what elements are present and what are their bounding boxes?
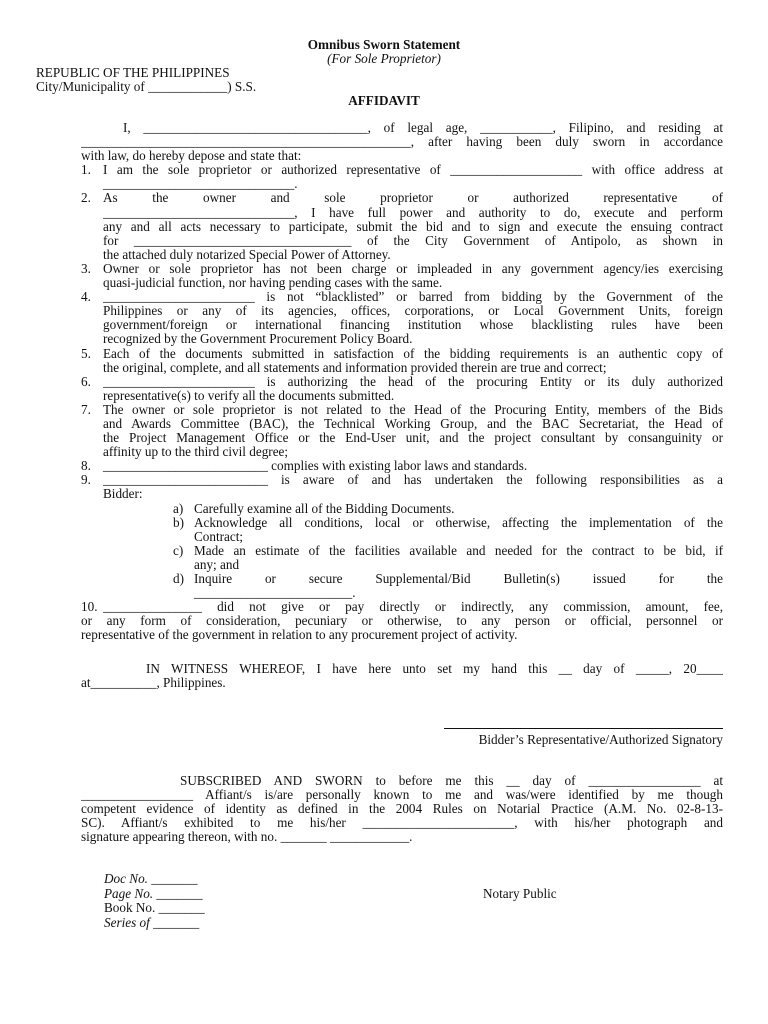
- sub-item-text: Inquire or secure Supplemental/Bid Bulletin(s) issued for the: [194, 572, 723, 586]
- item-number: 8.: [81, 458, 91, 474]
- item-text: I am the sole proprietor or authorized representative of ____________________ with office address at: [103, 163, 723, 178]
- series-of-field: Series of _______: [104, 914, 200, 930]
- statement-item: [81, 290, 723, 346]
- city-venue-line: City/Municipality of ____________) S.S.: [36, 79, 257, 94]
- sub-item-text: any; and: [194, 556, 240, 572]
- item-text: the attached duly notarized Special Power of Attorney.: [103, 246, 391, 262]
- witness-line: at__________, Philippines.: [81, 675, 226, 691]
- item-text: and Awards Committee (BAC), the Technical Working Group, and the BAC Secretariat, the Head of: [103, 416, 723, 431]
- jurat-line: SC). Affiant/s exhibited to me his/her _______________________, with his/her photograph and: [81, 816, 723, 831]
- item-text: for _________________________________ of the City Government of Antipolo, as shown in: [103, 233, 723, 248]
- republic-heading: REPUBLIC OF THE PHILIPPINES: [36, 65, 230, 80]
- item-number: 7.: [81, 401, 91, 417]
- item-text: As the owner and sole proprietor or authorized representative of: [103, 191, 723, 206]
- item-text: representative(s) to verify all the documents submitted.: [103, 387, 395, 403]
- item-number: 10.: [81, 599, 98, 615]
- statement-item: [81, 375, 723, 403]
- item-text: the original, complete, and all statements and information provided therein are true and correct;: [103, 359, 607, 375]
- sub-item-label: a): [173, 500, 184, 516]
- statement-item: [81, 191, 723, 261]
- doc-no-field: Doc No. _______: [104, 871, 198, 886]
- item-text: _______________________ is not “blacklisted” or barred from bidding by the Government of the: [103, 290, 723, 305]
- item-text: _________________________ complies with existing labor laws and standards.: [103, 458, 528, 474]
- affidavit-heading: AFFIDAVIT: [348, 93, 420, 108]
- item-number: 3.: [81, 260, 91, 276]
- item-text: recognized by the Government Procurement Policy Board.: [103, 331, 413, 347]
- signature-line: [444, 728, 723, 729]
- item-text: _____________________________.: [103, 176, 298, 192]
- signature-label: Bidder’s Representative/Authorized Signatory: [478, 732, 723, 747]
- jurat-line: SUBSCRIBED AND SWORN to before me this __ day of _________________ at: [180, 774, 723, 788]
- item-number: 6.: [81, 373, 91, 389]
- statement-item: [81, 262, 723, 290]
- item-number: 4.: [81, 289, 91, 305]
- book-no-field: Book No. _______: [104, 900, 205, 916]
- item-text: affinity up to the third civil degree;: [103, 444, 289, 460]
- responsibility-item: [173, 502, 723, 516]
- item-text: representative of the government in relation to any procurement project of activity.: [81, 627, 518, 643]
- statement-item: [81, 163, 723, 191]
- item-number: 1.: [81, 162, 91, 178]
- item-text: _______________________ is authorizing the head of the procuring Entity or its duly authorized: [103, 374, 723, 389]
- item-number: 9.: [81, 472, 91, 488]
- item-number: 5.: [81, 345, 91, 361]
- sub-item-text: Carefully examine all of the Bidding Documents.: [194, 500, 455, 516]
- document-subtitle: (For Sole Proprietor): [327, 51, 441, 66]
- item-text: Owner or sole proprietor has not been charge or impleaded in any government agency/ies exercising: [103, 261, 723, 276]
- item-text: Philippines or any of its agencies, offices, corporations, or Local Government Units, foreign: [103, 304, 723, 319]
- jurat-line: _________________ Affiant/s is/are personally known to me and was/were identified by me though: [81, 788, 723, 803]
- notary-public-label: Notary Public: [483, 886, 557, 901]
- item-number: 2.: [81, 190, 91, 206]
- item-text: The owner or sole proprietor is not related to the Head of the Procuring Entity, members of the Bids: [103, 402, 723, 417]
- sub-item-label: b): [173, 514, 184, 530]
- intro-line: __________________________________________________, after having been duly sworn in accordance: [81, 135, 723, 150]
- witness-line: IN WITNESS WHEREOF, I have here unto set my hand this __ day of _____, 20____: [146, 662, 723, 676]
- statement-item: [81, 403, 723, 459]
- item-text: any and all acts necessary to participate, submit the bid and to sign and execute the ensuing contract: [103, 219, 723, 234]
- sub-item-text: Contract;: [194, 528, 244, 544]
- sub-item-text: Made an estimate of the facilities available and needed for the contract to be bid, if: [194, 543, 723, 558]
- item-text: _____________________________, I have full power and authority to do, execute and perform: [103, 205, 723, 220]
- intro-line: I, __________________________________, of legal age, ___________, Filipino, and residing at: [123, 121, 723, 135]
- witness-clause: [81, 662, 723, 690]
- statement-item: [81, 473, 723, 501]
- item-text: the Project Management Office or the End-User unit, and the project consultant by consanguinity or: [103, 431, 723, 446]
- jurat-line: signature appearing thereon, with no. _______ ____________.: [81, 829, 413, 845]
- item-text: _______________ did not give or pay directly or indirectly, any commission, amount, fee,: [103, 600, 723, 615]
- item-text: quasi-judicial function, nor having pending cases with the same.: [103, 275, 443, 291]
- item-text: or any form of consideration, pecuniary or otherwise, to any person or official, personnel or: [81, 614, 723, 629]
- intro-line: with law, do hereby depose and state that:: [81, 148, 302, 164]
- item-text: government/foreign or international financing institution whose blacklisting rules have been: [103, 318, 723, 333]
- sub-item-label: c): [173, 542, 184, 558]
- notarial-register: [104, 872, 205, 930]
- jurat-line: competent evidence of identity as defined in the 2004 Rules on Notarial Practice (A.M. No. 02-8-13-: [81, 802, 723, 817]
- responsibility-item: [173, 572, 723, 600]
- jurat-clause: [81, 774, 723, 844]
- affidavit-body: [81, 121, 723, 642]
- statement-item: [81, 600, 723, 642]
- sub-item-text: ________________________.: [194, 585, 356, 601]
- responsibility-item: [173, 516, 723, 544]
- page-no-field: Page No. _______: [104, 885, 203, 901]
- sub-item-text: Acknowledge all conditions, local or otherwise, affecting the implementation of the: [194, 515, 723, 530]
- document-title: Omnibus Sworn Statement: [307, 37, 461, 52]
- item-text: Each of the documents submitted in satisfaction of the bidding requirements is an authentic copy of: [103, 346, 723, 361]
- statement-item: [81, 347, 723, 375]
- item-text: _________________________ is aware of and has undertaken the following responsibilities as a: [103, 473, 723, 488]
- item-text: Bidder:: [103, 486, 143, 502]
- statement-item: [81, 459, 723, 473]
- sub-item-label: d): [173, 571, 184, 586]
- responsibility-item: [173, 544, 723, 572]
